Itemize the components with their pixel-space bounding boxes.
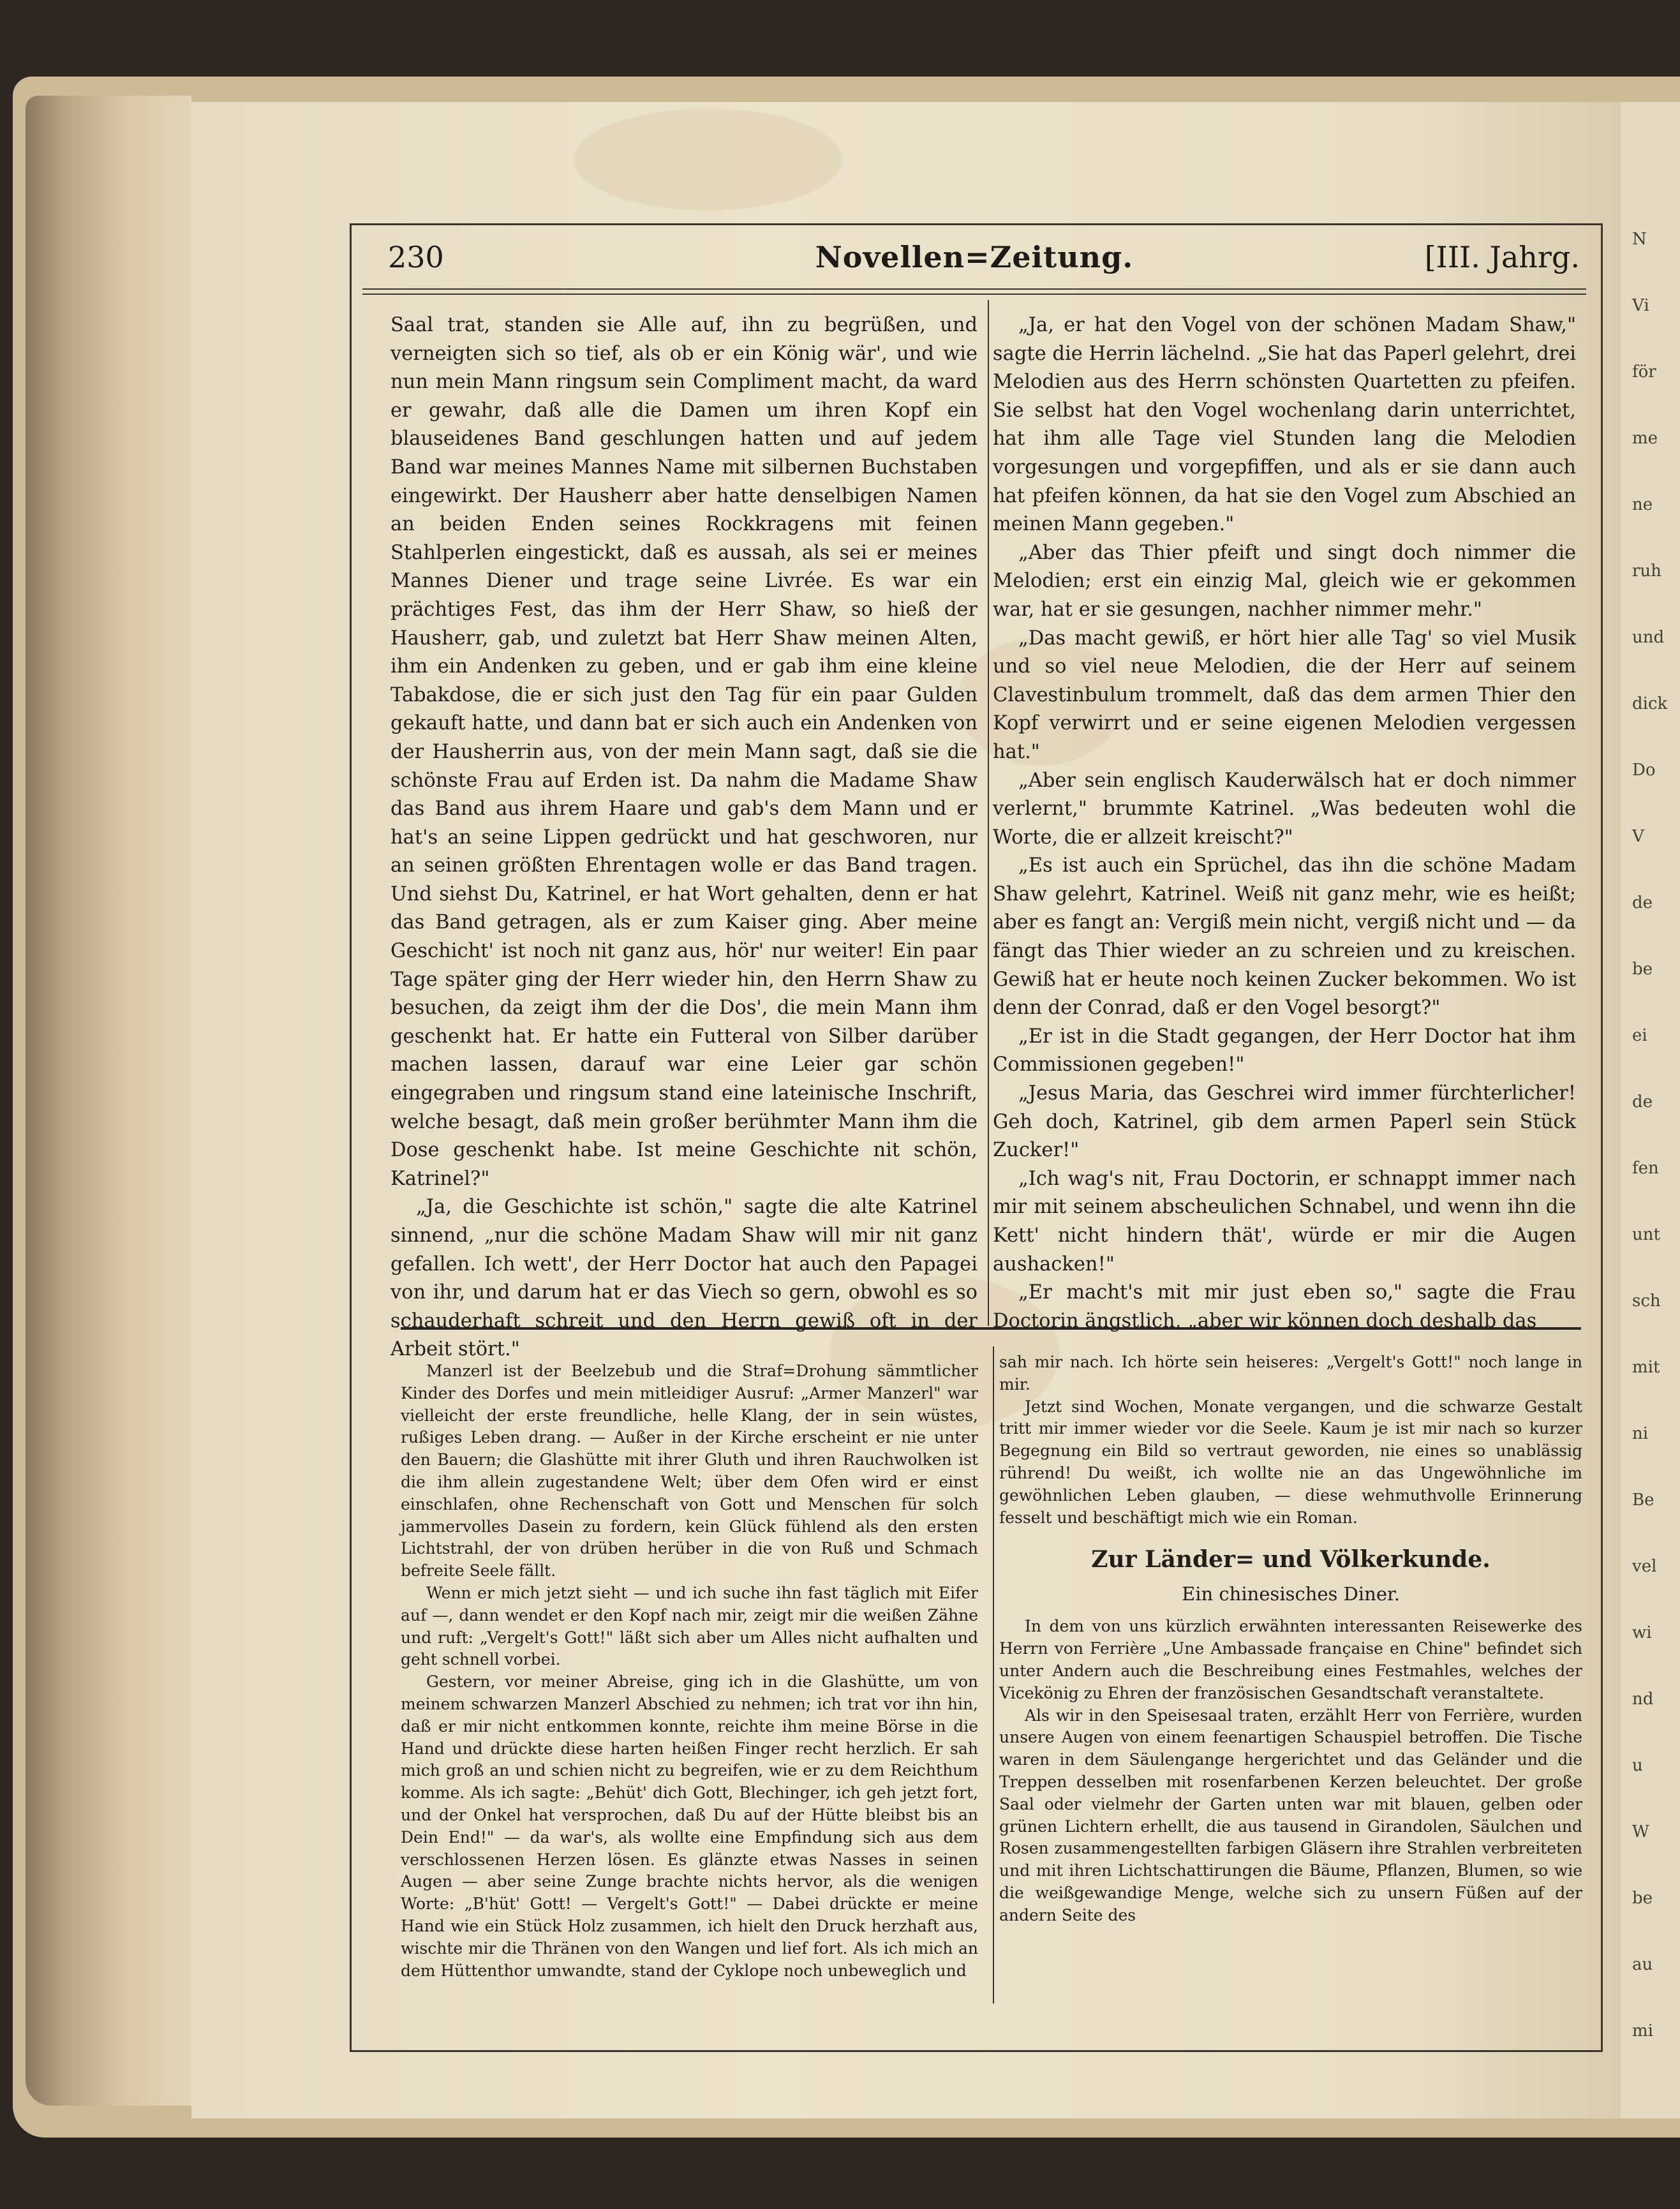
next-page-fragment: wi [1632,1623,1652,1642]
paragraph: Jetzt sind Wochen, Monate vergangen, und die schwarze Gestalt tritt mir immer wieder vor die Seele. Kaum je ist mir nach so kurzer Begegnung ein Bild so vertraut geworden, nie eines so unablässig rührend! Du weißt, ich wollte nie an das Ungewöhnliche im gewöhnlichen Leben glauben, — diese wehmuthvolle Erinnerung fesselt und beschäftigt mich wie ein Roman. [999,1397,1582,1527]
next-page-fragment: fen [1632,1159,1659,1178]
next-page-fragment: sch [1632,1291,1661,1311]
next-page-fragment: au [1632,1955,1653,1974]
paragraph: In dem von uns kürzlich erwähnten interessanten Reisewerke des Herrn von Ferrière „Une Ambassade française en Chine" befindet sich unter Andern auch die Beschreibung eines Festmahles, welches der Vicekönig zu Ehren der französischen Gesandtschaft veranstaltete. [999,1617,1582,1702]
paragraph: „Ja, er hat den Vogel von der schönen Madam Shaw," sagte die Herrin lächelnd. „Sie hat das Paperl gelehrt, drei Melodien aus des Herrn schönsten Quartetten zu pfeifen. Sie selbst hat den Vogel wochenlang darin unterrichtet, hat ihm alle Tage viel Stunden lang die Melodien vorgesungen und vorgepfiffen, und als er sie dann auch hat pfeifen können, da hat sie den Vogel zum Abschied an meinen Mann gegeben." [993,314,1576,536]
paragraph: „Aber das Thier pfeift und singt doch nimmer die Melodien; erst ein einzig Mal, gleich wie er gekommen war, hat er sie gesungen, nachher nimmer mehr." [993,541,1576,621]
paragraph: Als wir in den Speisesaal traten, erzählt Herr von Ferrière, wurden unsere Augen von einem feenartigen Schauspiel betroffen. Die Tische waren in dem Säulengange hergerichtet und das Geländer und die Treppen desselben mit rosenfarbenen Kerzen beleuchtet. Der große Saal oder vielmehr der Garten unten war mit blauen, gelben oder grünen Lichtern erhellt, die aus tausend in Girandolen, Säulchen und Rosen zusammengestellten farbigen Gläsern ihre Strahlen verbreiteten und mit ihren Lichtschattirungen die Bäume, Pflanzen, Blumen, so wie die weißgewandige Menge, welche sich zu unsern Füßen auf der andern Seite des [999,1706,1582,1924]
next-page-fragment: ruh [1632,562,1661,581]
next-page-edge [1621,102,1680,2118]
lower-left-column [401,1360,978,1982]
upper-left-column [390,311,978,1364]
paragraph: Wenn er mich jetzt sieht — und ich suche ihn fast täglich mit Eifer auf —, dann wendet er den Kopf nach mir, zeigt mir die weißen Zähne und ruft: „Vergelt's Gott!" läßt sich aber um Alles nicht aufhalten und geht schnell vorbei. [401,1583,978,1669]
paragraph: Gestern, vor meiner Abreise, ging ich in die Glashütte, um von meinem schwarzen Manzerl Abschied zu nehmen; ich trat vor ihn hin, daß er mir nicht entkommen konnte, reichte ihm meine Börse in die Hand und drückte diese harten heißen Finger recht herzlich. Er sah mich groß an und schien nicht zu begreifen, wie er zu dem Reichthum komme. Als ich sagte: „Behüt' dich Gott, Blechinger, ich geh jetzt fort, und der Onkel hat versprochen, daß Du auf der Hütte bleibst bis an Dein End!" — da war's, als wollte eine Empfindung sich aus dem verschlossenen Herzen lösen. Es glänzte etwas Nasses in seinen Augen — aber seine Zunge brachte nichts hervor, als die wenigen Worte: „B'hüt' Gott! — Vergelt's Gott!" — Dabei drückte er meine Hand wie ein Stück Holz zusammen, ich hielt den Druck herzhaft aus, wischte mir die Thränen von den Wangen und lief fort. Als ich mich an dem Hüttenthor umwandte, stand der Cyklope noch unbeweglich und [401,1672,978,1980]
next-page-fragment: vel [1632,1557,1657,1576]
next-page-fragment: me [1632,429,1658,448]
section-title: Zur Länder= und Völkerkunde. [1091,1546,1490,1573]
header-rule [362,288,1586,295]
next-page-fragment: u [1632,1756,1643,1775]
paragraph: „Ja, die Geschichte ist schön," sagte die alte Katrinel sinnend, „nur die schöne Madam Shaw will mir nit ganz gefallen. Ich wett', der Herr Doctor hat auch den Papagei von ihr, und darum hat er das Viech so gern, obwohl es so schauderhaft schreit und den Herrn gewiß oft in der Arbeit stört." [390,1196,978,1361]
next-page-fragment: Do [1632,761,1656,780]
column-rule-upper [988,300,989,1326]
paragraph: „Jesus Maria, das Geschrei wird immer fürchterlicher! Geh doch, Katrinel, gib dem armen Paperl sein Stück Zucker!" [993,1082,1576,1162]
next-page-fragment: und [1632,628,1665,647]
paragraph: Manzerl ist der Beelzebub und die Straf=Drohung sämmtlicher Kinder des Dorfes und mein mitleidiger Ausruf: „Armer Manzerl" war vielleicht der erste freundliche, helle Klang, der in sein wüstes, rußiges Leben drang. — Außer in der Kirche erscheint er nie unter den Bauern; die Glashütte mit ihrer Gluth und ihren Rauchwolken ist die ihm allein zugestandene Welt; über dem Ofen wird er einst einschlafen, ohne Rechenschaft von Gott und Menschen für solch jammervolles Dasein zu fordern, kein Glück fühlend als den ersten Lichtstrahl, der von drüben herüber in die von Ruß und Schmach befreite Seele fällt. [401,1362,978,1581]
journal-title: Novellen=Zeitung. [815,240,1134,274]
next-page-fragment: för [1632,362,1656,382]
next-page-fragment: Vi [1632,296,1649,315]
next-page-fragment: de [1632,893,1653,912]
column-rule-lower [993,1346,994,2004]
paragraph: „Er macht's mit mir just eben so," sagte die Frau Doctorin ängstlich, „aber wir können doch deshalb das [993,1281,1576,1332]
paragraph: sah mir nach. Ich hörte sein heiseres: „Vergelt's Gott!" noch lange in mir. [999,1353,1582,1394]
next-page-fragment: ei [1632,1026,1647,1045]
next-page-fragment: dick [1632,694,1668,713]
paragraph: „Ich wag's nit, Frau Doctorin, er schnappt immer nach mir mit seinem abscheulichen Schnabel, und wenn ihn die Kett' nicht hindern thät', würde er mir die Augen aushacken!" [993,1167,1576,1276]
section-subtitle: Ein chinesisches Diner. [1182,1583,1400,1605]
next-page-fragment: nd [1632,1690,1654,1709]
next-page-fragment: be [1632,1889,1653,1908]
next-page-fragment: W [1632,1822,1649,1841]
page-number: 230 [388,240,444,274]
paragraph: Saal trat, standen sie Alle auf, ihn zu begrüßen, und verneigten sich so tief, als ob er ein König wär', und wie nun mein Mann ringsum sein Compliment macht, da ward er gewahr, daß alle die Damen um ihren Kopf ein blauseidenes Band geschlungen hatten und auf jedem Band war meines Mannes Name mit silbernen Buchstaben eingewirkt. Der Hausherr aber hatte denselbigen Namen an beiden Enden seines Rockkragens mit feinen Stahlperlen eingestickt, daß es aussah, als sei er meines Mannes Diener und trage seine Livrée. Es war ein prächtiges Fest, das ihm der Herr Shaw, so hieß der Hausherr, gab, und zuletzt bat Herr Shaw meinen Alten, ihm ein Andenken zu geben, und er gab ihm eine kleine Tabakdose, die er sich just den Tag für ein paar Gulden gekauft hatte, und dann bat er sich auch ein Andenken von der Hausherrin aus, von der mein Mann sagt, daß sie die schönste Frau auf Erden ist. Da nahm die Madame Shaw das Band aus ihrem Haare und gab's dem Mann und er hat's an seine Lippen gedrückt und hat geschworen, nur an seinen größten Ehrentagen wolle er das Band tragen. Und siehst Du, Katrinel, er hat Wort gehalten, denn er hat das Band getragen, als er zum Kaiser ging. Aber meine Geschicht' ist noch nit ganz aus, hör' nur weiter! Ein paar Tage später ging der Herr wieder hin, den Herrn Shaw zu besuchen, da zeigt ihm der die Dos', die mein Mann ihm geschenkt hat. Er hatte ein Futteral von Silber darüber machen lassen, darauf war eine Leier gar schön eingegraben und ringsum stand eine lateinische Inschrift, welche besagt, daß mein großer berühmter Mann ihm die Dose geschenkt habe. Ist meine Geschichte nit schön, Katrinel?" [390,314,978,1190]
next-page-fragment: ne [1632,495,1653,514]
lower-right-column [999,1351,1582,1927]
paragraph: „Es ist auch ein Sprüchel, das ihn die schöne Madam Shaw gelehrt, Katrinel. Weiß nit ganz mehr, wie es heißt; aber es fangt an: Vergiß mein nicht, vergiß nicht und — da fängt das Thier wieder an zu schreien und zu kreischen. Gewiß hat er heute noch keinen Zucker bekommen. Wo ist denn der Conrad, daß er den Vogel besorgt?" [993,854,1576,1020]
volume-year: [III. Jahrg. [1424,240,1580,274]
paragraph: „Das macht gewiß, er hört hier alle Tag' so viel Musik und so viel neue Melodien, die der Herr auf seinem Clavestinbulum trommelt, daß das dem armen Thier den Kopf verwirrt und er seine eigenen Melodien vergessen hat." [993,627,1576,763]
next-page-fragment: de [1632,1092,1653,1112]
next-page-fragment: unt [1632,1225,1660,1244]
next-page-fragment: V [1632,827,1644,846]
page-edges [26,96,191,2106]
running-header [350,231,1599,283]
next-page-fragment: Be [1632,1491,1654,1510]
next-page-fragment: N [1632,230,1647,249]
water-stain [574,108,842,211]
next-page-fragment: mit [1632,1358,1660,1377]
upper-right-column [993,311,1576,1335]
next-page-fragment: mi [1632,2021,1653,2041]
next-page-fragment: ni [1632,1424,1649,1443]
next-page-fragment: be [1632,960,1653,979]
paragraph: „Aber sein englisch Kauderwälsch hat er doch nimmer verlernt," brummte Katrinel. „Was bedeuten wohl die Worte, die er allzeit kreischt?" [993,769,1576,849]
paragraph: „Er ist in die Stadt gegangen, der Herr Doctor hat ihm Commissionen gegeben!" [993,1025,1576,1076]
